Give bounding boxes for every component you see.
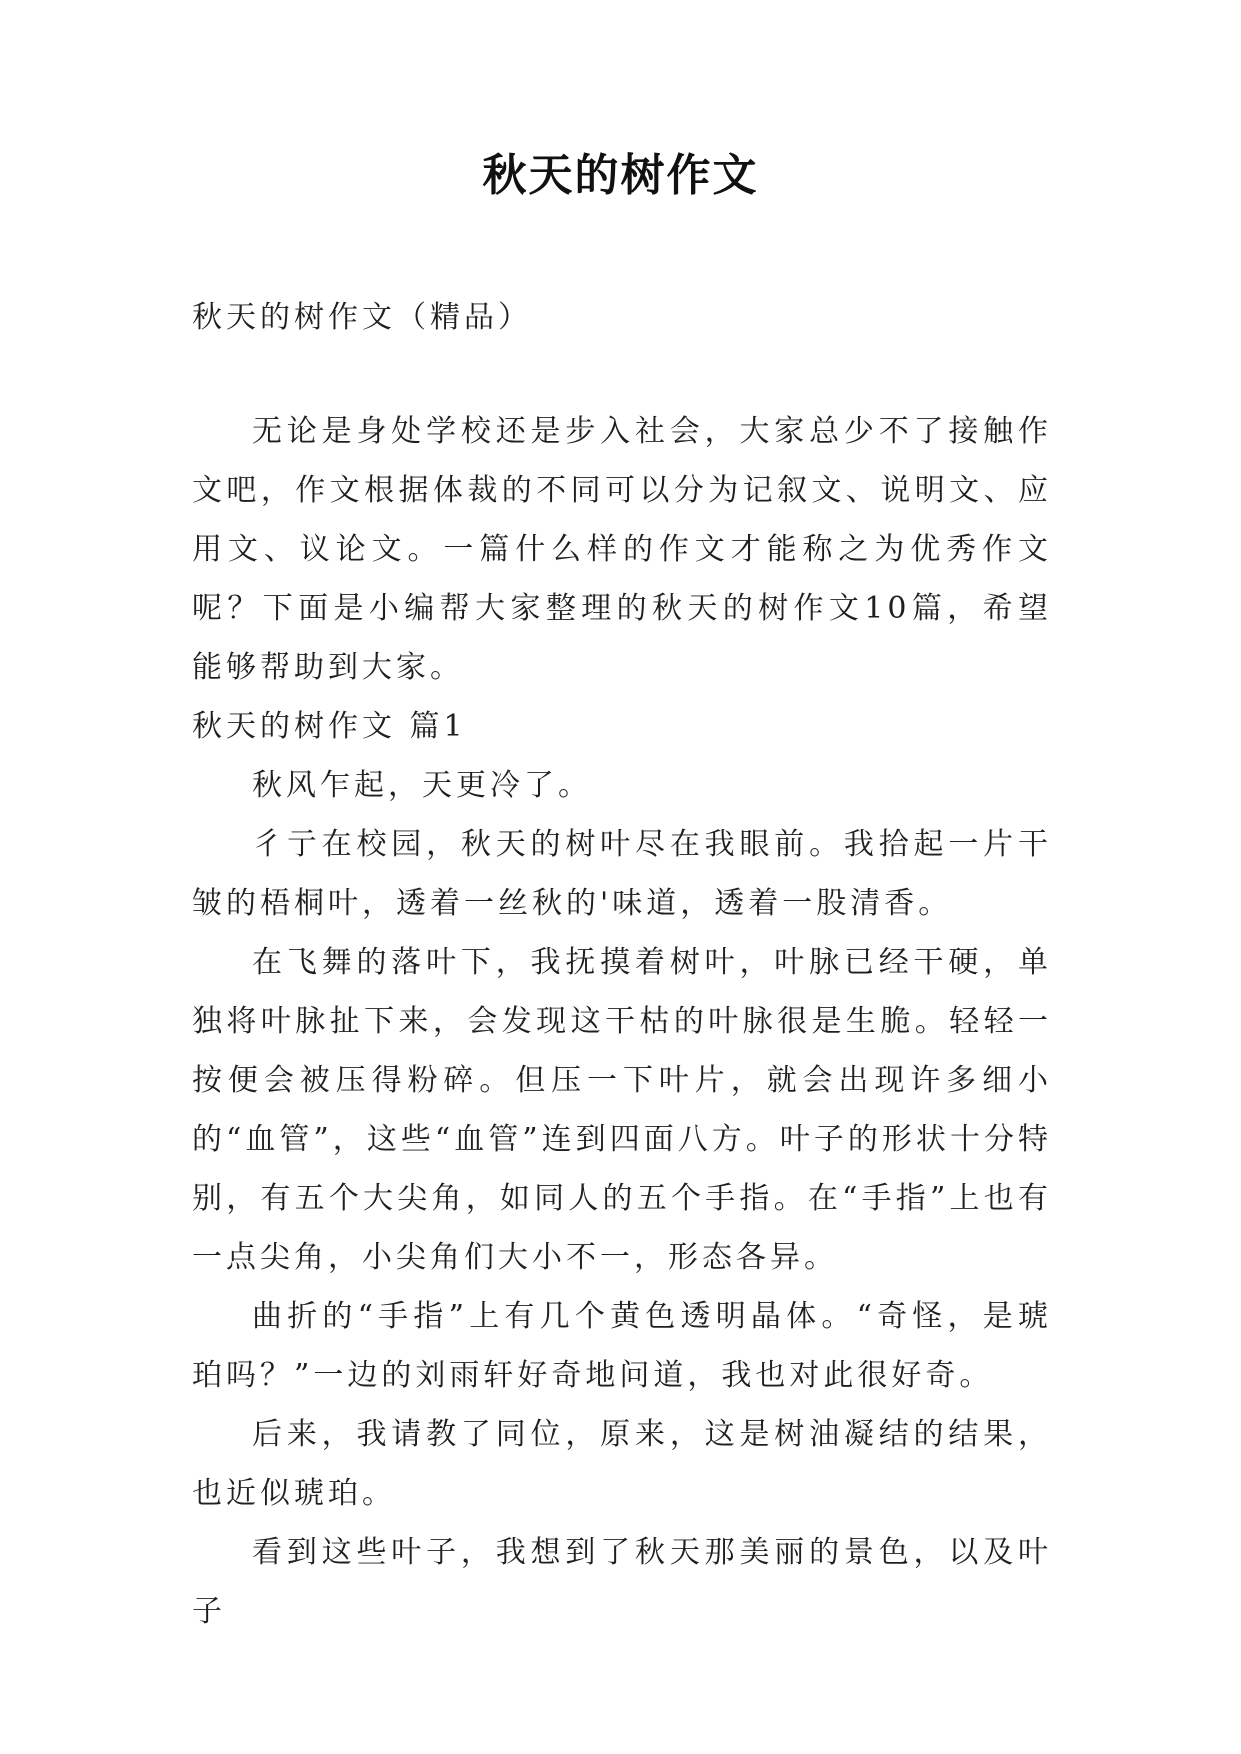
body-paragraph: 看到这些叶子，我想到了秋天那美丽的景色，以及叶子 [192, 1535, 1052, 1629]
body-paragraph: 彳亍在校园，秋天的树叶尽在我眼前。我拾起一片干皱的梧桐叶，透着一丝秋的'味道，透着一股清香。 [192, 827, 1052, 921]
body-paragraph: 曲折的“手指”上有几个黄色透明晶体。“奇怪，是琥珀吗？”一边的刘雨轩好奇地问道，我也对此很好奇。 [192, 1299, 1052, 1393]
body-paragraph: 后来，我请教了同位，原来，这是树油凝结的结果，也近似琥珀。 [192, 1417, 1052, 1511]
section-heading: 秋天的树作文 篇1 [192, 709, 467, 744]
document-title: 秋天的树作文 [482, 150, 759, 201]
document-body [192, 288, 1052, 1641]
document-subtitle: 秋天的树作文（精品） [192, 300, 532, 335]
spacer [192, 347, 1052, 402]
body-paragraph: 秋风乍起，天更冷了。 [252, 768, 592, 803]
body-paragraph: 在飞舞的落叶下，我抚摸着树叶，叶脉已经干硬，单独将叶脉扯下来，会发现这干枯的叶脉很是生脆。轻轻一按便会被压得粉碎。但压一下叶片，就会出现许多细小的“血管”，这些“血管”连到四面八方。叶子的形状十分特别，有五个大尖角，如同人的五个手指。在“手指”上也有一点尖角，小尖角们大小不一，形态各异。 [192, 945, 1052, 1275]
intro-paragraph: 无论是身处学校还是步入社会，大家总少不了接触作文吧，作文根据体裁的不同可以分为记叙文、说明文、应用文、议论文。一篇什么样的作文才能称之为优秀作文呢？下面是小编帮大家整理的秋天的树作文10篇，希望能够帮助到大家。 [192, 414, 1052, 685]
